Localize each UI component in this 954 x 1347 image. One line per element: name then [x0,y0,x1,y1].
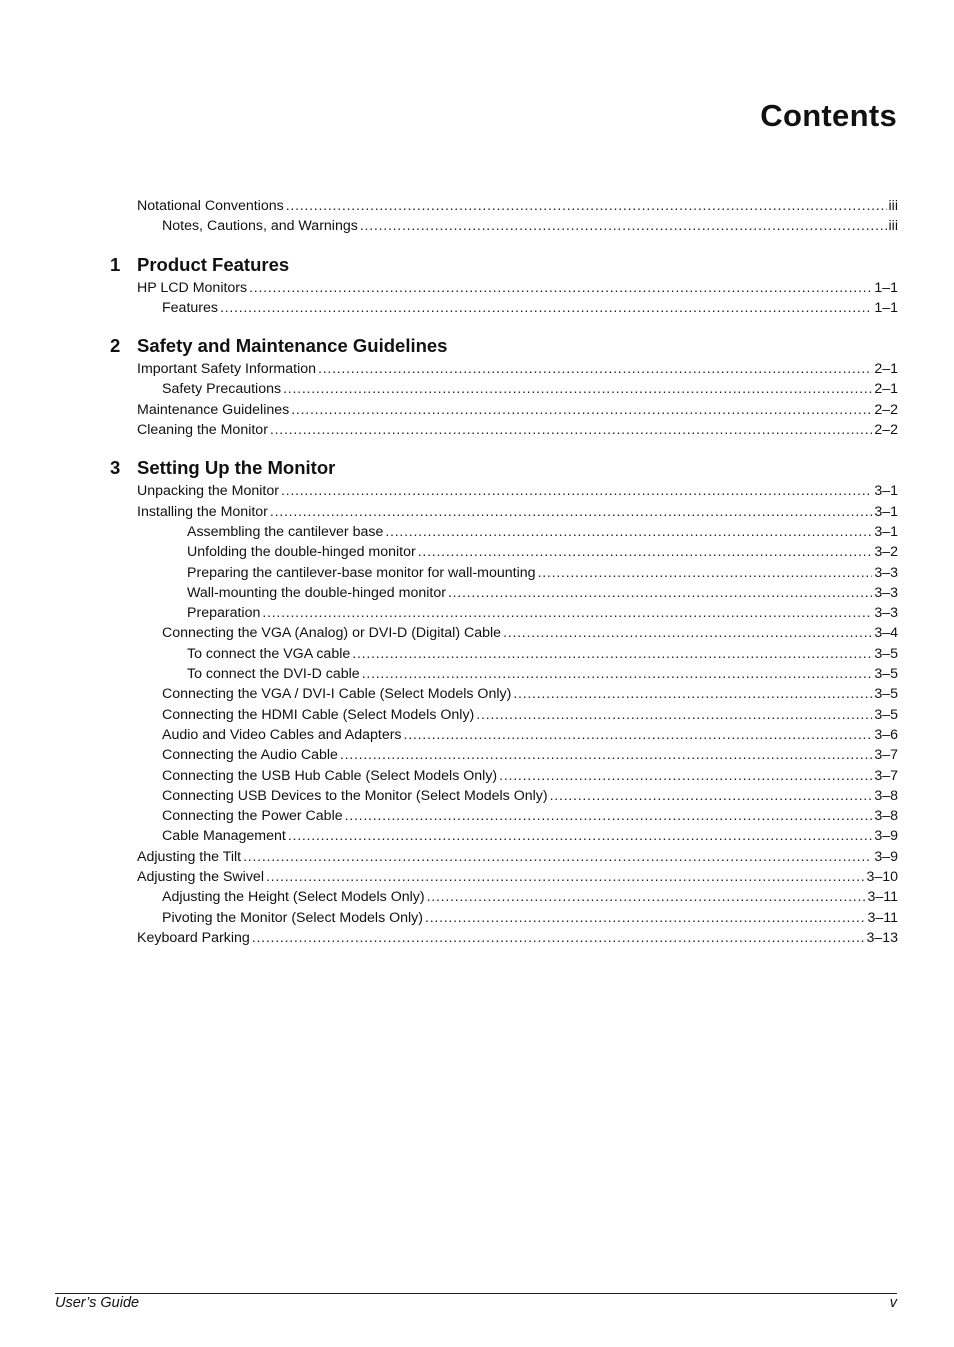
toc-entry[interactable] [110,625,898,645]
toc-entry[interactable] [110,849,898,869]
toc-entry-label: Cable Management [162,828,286,845]
toc-entry-label: Preparation [187,605,261,622]
toc-entry-label: Adjusting the Height (Select Models Only) [162,889,425,906]
dot-leader [476,707,872,723]
toc-entry[interactable] [110,686,898,706]
toc-entry[interactable] [110,707,898,727]
toc-entry[interactable] [110,198,898,218]
toc-entry[interactable] [110,381,898,401]
chapter-title: Product Features [137,253,290,275]
toc-entry-label: To connect the VGA cable [187,645,351,662]
toc-entry-page: 3–9 [874,828,898,845]
dot-leader [281,483,872,499]
footer-page-number: v [889,1295,897,1311]
dot-leader [262,605,872,621]
toc-entry-page: 1–1 [874,299,898,316]
dot-leader [243,849,872,865]
toc-entry[interactable] [110,666,898,686]
toc-entry-label: Notational Conventions [137,198,284,214]
dot-leader [270,422,872,438]
toc-entry-label: Installing the Monitor [137,503,268,520]
toc-entry-label: Audio and Video Cables and Adapters [162,726,402,743]
toc-entry-page: 3–6 [874,726,898,743]
toc-entry[interactable] [110,788,898,808]
toc-entry-page: 3–2 [874,544,898,561]
toc-entry-label: To connect the DVI-D cable [187,666,360,683]
toc-entry-page: 3–5 [874,666,898,683]
toc-entry[interactable] [110,422,898,442]
dot-leader [340,747,872,763]
toc-entry-label: Cleaning the Monitor [137,422,268,439]
toc-entry-label: Connecting the Audio Cable [162,747,338,764]
toc-entry[interactable] [110,280,898,300]
toc-entry-label: Preparing the cantilever-base monitor for wall-mounting [187,564,536,581]
dot-leader [448,585,872,601]
toc-entry[interactable] [110,524,898,544]
chapter-heading[interactable] [110,335,898,361]
dot-leader [249,280,872,296]
dot-leader [283,381,872,397]
toc-entry[interactable] [110,504,898,524]
toc-entry-page: 3–9 [874,848,898,865]
toc-entry-label: Notes, Cautions, and Warnings [162,218,358,235]
toc-entry-label: Connecting the VGA (Analog) or DVI-D (Digital) Cable [162,625,502,642]
toc-entry-page: 3–11 [867,889,898,906]
toc-entry-page: 3–3 [874,564,898,581]
footer-divider [55,1293,897,1294]
toc-entry-page: 3–11 [867,909,898,926]
toc-entry-label: HP LCD Monitors [137,279,248,296]
dot-leader [385,524,872,540]
toc-entry-label: Adjusting the Tilt [137,848,242,865]
dot-leader [427,889,866,905]
toc-entry-page: 3–7 [874,767,898,784]
chapter-heading[interactable] [110,254,898,280]
toc-entry[interactable] [110,808,898,828]
toc-entry[interactable] [110,747,898,767]
toc-entry-page: iii [888,198,898,214]
toc-entry[interactable] [110,565,898,585]
toc-entry-label: Important Safety Information [137,361,317,378]
toc-entry[interactable] [110,544,898,564]
dot-leader [418,544,873,560]
toc-entry-page: 1–1 [874,279,898,296]
toc-entry[interactable] [110,869,898,889]
toc-entry-label: Adjusting the Swivel [137,869,264,886]
dot-leader [270,504,872,520]
dot-leader [288,828,873,844]
dot-leader [291,402,872,418]
toc-entry-label: Maintenance Guidelines [137,401,290,418]
chapter-number: 1 [110,253,121,275]
toc-entry-page: 3–10 [866,869,898,886]
toc-entry-page: 3–8 [874,808,898,825]
dot-leader [345,808,873,824]
toc-entry-page: 3–13 [866,929,898,946]
toc-entry-label: Connecting the Power Cable [162,808,343,825]
toc-entry-page: 3–1 [874,503,898,520]
toc-entry-label: Assembling the cantilever base [187,523,384,540]
table-of-contents [110,198,898,950]
toc-entry-label: Unpacking the Monitor [137,483,279,500]
toc-entry-page: 3–3 [874,584,898,601]
toc-entry-label: Connecting the HDMI Cable (Select Models Only) [162,706,475,723]
toc-entry[interactable] [110,828,898,848]
toc-entry[interactable] [110,300,898,320]
chapter-title: Setting Up the Monitor [137,457,336,479]
dot-leader [318,361,872,377]
toc-entry-label: Features [162,299,218,316]
dot-leader [266,869,864,885]
page-title: Contents [760,98,897,133]
dot-leader [503,625,872,641]
toc-entry-page: 3–8 [874,787,898,804]
toc-entry-page: 2–2 [874,401,898,418]
toc-entry-label: Wall-mounting the double-hinged monitor [187,584,446,601]
dot-leader [538,565,873,581]
toc-entry[interactable] [110,910,898,930]
toc-entry-label: Pivoting the Monitor (Select Models Only) [162,909,424,926]
toc-entry-page: 3–4 [874,625,898,642]
dot-leader [362,666,873,682]
dot-leader [404,727,873,743]
toc-entry[interactable] [110,483,898,503]
toc-entry[interactable] [110,605,898,625]
toc-entry-page: 3–7 [874,747,898,764]
toc-entry-label: Unfolding the double-hinged monitor [187,544,416,561]
toc-entry[interactable] [110,585,898,605]
toc-entry-page: iii [888,218,898,235]
dot-leader [352,646,872,662]
toc-entry-page: 3–5 [874,645,898,662]
toc-entry[interactable] [110,727,898,747]
toc-entry[interactable] [110,889,898,909]
toc-entry-page: 2–1 [874,361,898,378]
chapter-number: 3 [110,457,121,479]
toc-entry-page: 3–1 [874,483,898,500]
toc-entry-label: Keyboard Parking [137,929,250,946]
toc-entry[interactable] [110,218,898,238]
toc-entry[interactable] [110,930,898,950]
footer-document-title: User’s Guide [55,1295,140,1311]
toc-entry[interactable] [110,768,898,788]
toc-entry-page: 2–1 [874,381,898,398]
dot-leader [252,930,865,946]
chapter-heading[interactable] [110,457,898,483]
toc-entry-label: Connecting the USB Hub Cable (Select Models Only) [162,767,498,784]
dot-leader [425,910,865,926]
toc-entry[interactable] [110,361,898,381]
chapter-number: 2 [110,335,121,357]
toc-entry-label: Safety Precautions [162,381,282,398]
dot-leader [513,686,872,702]
chapter-title: Safety and Maintenance Guidelines [137,335,448,357]
toc-entry[interactable] [110,646,898,666]
toc-entry[interactable] [110,402,898,422]
toc-entry-page: 3–3 [874,605,898,622]
dot-leader [550,788,873,804]
toc-entry-page: 3–1 [874,523,898,540]
dot-leader [286,198,887,214]
toc-entry-page: 3–5 [874,686,898,703]
dot-leader [360,218,887,234]
dot-leader [220,300,872,316]
toc-entry-page: 2–2 [874,422,898,439]
dot-leader [499,768,872,784]
toc-entry-label: Connecting the VGA / DVI-I Cable (Select Models Only) [162,686,512,703]
toc-entry-page: 3–5 [874,706,898,723]
toc-entry-label: Connecting USB Devices to the Monitor (Select Models Only) [162,787,548,804]
